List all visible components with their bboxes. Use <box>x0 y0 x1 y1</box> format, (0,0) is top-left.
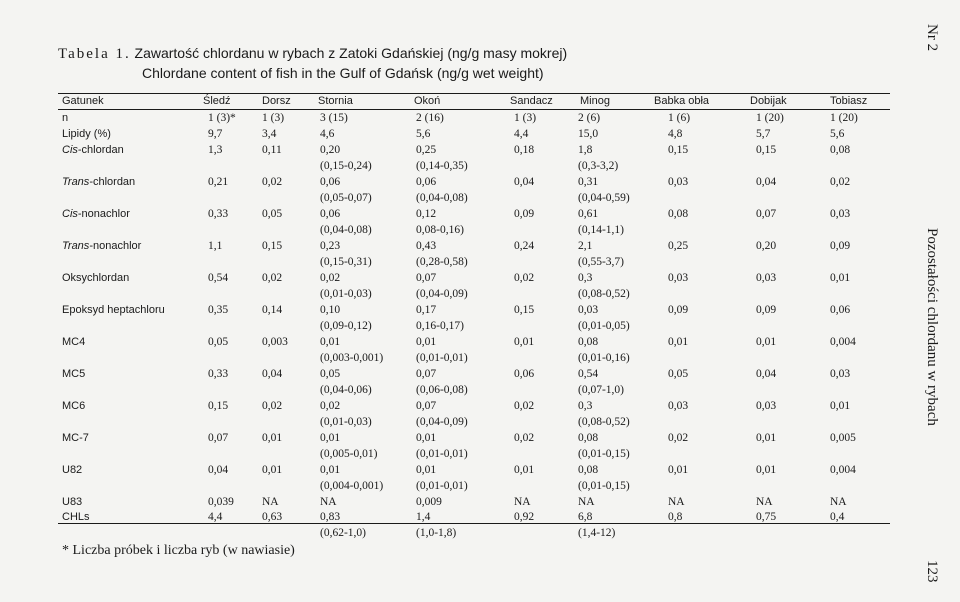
table-cell: 0,20 <box>756 240 777 252</box>
table-cell: 0,08 <box>578 464 599 476</box>
column-header: Okoń <box>414 95 441 107</box>
range-cell: (0,15-0,31) <box>320 256 372 268</box>
range-cell: (0,04-0,09) <box>416 288 468 300</box>
table-cell: 0,03 <box>668 400 689 412</box>
table-cell: 0,54 <box>578 368 599 380</box>
range-cell: (0,14-1,1) <box>578 224 624 236</box>
range-cell: (0,14-0,35) <box>416 160 468 172</box>
table-cell: 0,039 <box>208 496 234 508</box>
table-cell: 0,01 <box>416 464 437 476</box>
table-cell: 0,01 <box>830 272 851 284</box>
range-cell: (0,01-0,15) <box>578 448 630 460</box>
range-cell: (0,09-0,12) <box>320 320 372 332</box>
table-cell: 5,7 <box>756 128 771 140</box>
table-cell: 0,23 <box>320 240 341 252</box>
table-cell: 0,01 <box>514 336 535 348</box>
column-header: Dobijak <box>750 95 787 107</box>
table-cell: 0,35 <box>208 304 229 316</box>
table-title-en: Chlordane content of fish in the Gulf of Gdańsk (ng/g wet weight) <box>142 65 544 81</box>
table-cell: 0,18 <box>514 144 535 156</box>
range-cell: (0,01-0,03) <box>320 288 372 300</box>
table-cell: 2,1 <box>578 240 593 252</box>
page-number: 123 <box>924 560 940 583</box>
table-cell: 1,8 <box>578 144 593 156</box>
table-cell: 0,01 <box>416 336 437 348</box>
table-cell: 0,005 <box>830 432 856 444</box>
table-cell: 0,01 <box>320 336 341 348</box>
table-bottom-rule <box>58 523 890 524</box>
table-cell: 1 (6) <box>668 112 691 124</box>
table-cell: 0,02 <box>262 176 283 188</box>
table-cell: 0,33 <box>208 368 229 380</box>
table-cell: 0,07 <box>416 272 437 284</box>
table-cell: 0,05 <box>208 336 229 348</box>
table-cell: 4,6 <box>320 128 335 140</box>
table-cell: 0,3 <box>578 272 593 284</box>
table-cell: 0,09 <box>668 304 689 316</box>
table-cell: 0,24 <box>514 240 535 252</box>
range-cell: (0,005-0,01) <box>320 448 378 460</box>
table-cell: 1 (3) <box>514 112 537 124</box>
table-cell: 0,05 <box>320 368 341 380</box>
table-cell: 0,15 <box>756 144 777 156</box>
column-header: Śledź <box>203 95 231 107</box>
table-cell: 1 (20) <box>830 112 858 124</box>
column-header: Tobiasz <box>830 95 868 107</box>
column-header: Gatunek <box>62 95 104 107</box>
range-cell: (0,01-0,01) <box>416 352 468 364</box>
range-cell: (0,05-0,07) <box>320 192 372 204</box>
range-cell: (0,06-0,08) <box>416 384 468 396</box>
table-cell: 0,06 <box>514 368 535 380</box>
range-cell: (0,04-0,08) <box>416 192 468 204</box>
range-cell: (0,07-1,0) <box>578 384 624 396</box>
table-cell: 3 (15) <box>320 112 348 124</box>
table-cell: 0,02 <box>262 272 283 284</box>
row-label: MC5 <box>62 368 86 380</box>
table-cell: 0,02 <box>514 432 535 444</box>
table-cell: 0,003 <box>262 336 288 348</box>
table-cell: 1,4 <box>416 511 431 523</box>
table-cell: 0,02 <box>830 176 851 188</box>
table-cell: 0,06 <box>320 208 341 220</box>
table-cell: 0,01 <box>262 432 283 444</box>
column-header: Dorsz <box>262 95 291 107</box>
table-cell: 0,01 <box>668 336 689 348</box>
row-label: MC6 <box>62 400 86 412</box>
table-cell: 0,004 <box>830 336 856 348</box>
table-cell: 0,4 <box>830 511 845 523</box>
range-cell: (0,01-0,01) <box>416 480 468 492</box>
range-cell: (0,04-0,09) <box>416 416 468 428</box>
row-label: Lipidy (%) <box>62 128 111 140</box>
range-cell: (0,01-0,15) <box>578 480 630 492</box>
row-label: CHLs <box>62 511 90 523</box>
table-cell: 2 (6) <box>578 112 601 124</box>
table-cell: 4,4 <box>208 511 223 523</box>
row-label: Trans-chlordan <box>62 176 136 188</box>
table-cell: 0,05 <box>668 368 689 380</box>
range-cell: (0,28-0,58) <box>416 256 468 268</box>
table-cell: 0,33 <box>208 208 229 220</box>
table-cell: 0,04 <box>756 368 777 380</box>
table-cell: 0,01 <box>668 464 689 476</box>
range-cell: (0,04-0,06) <box>320 384 372 396</box>
table-cell: 0,07 <box>416 400 437 412</box>
row-label: Epoksyd heptachloru <box>62 304 165 316</box>
table-cell: 0,8 <box>668 511 683 523</box>
table-cell: 0,03 <box>668 176 689 188</box>
table-cell: NA <box>514 496 531 508</box>
table-cell: 0,01 <box>262 464 283 476</box>
issue-number: Nr 2 <box>924 24 940 52</box>
table-cell: 1 (20) <box>756 112 784 124</box>
table-cell: 0,04 <box>262 368 283 380</box>
table-cell: NA <box>830 496 847 508</box>
table-cell: 0,03 <box>756 272 777 284</box>
range-cell: (0,15-0,24) <box>320 160 372 172</box>
range-cell: (0,004-0,001) <box>320 480 384 492</box>
table-cell: 0,09 <box>830 240 851 252</box>
table-cell: NA <box>756 496 773 508</box>
table-cell: 0,15 <box>262 240 283 252</box>
table-cell: NA <box>578 496 595 508</box>
table-cell: 0,01 <box>320 464 341 476</box>
table-cell: 0,25 <box>668 240 689 252</box>
row-label: Cis-chlordan <box>62 144 124 156</box>
row-label: MC4 <box>62 336 86 348</box>
table-cell: 0,03 <box>830 208 851 220</box>
table-cell: NA <box>320 496 337 508</box>
table-cell: 0,04 <box>756 176 777 188</box>
table-cell: 0,03 <box>578 304 599 316</box>
table-cell: 0,11 <box>262 144 282 156</box>
table-cell: 15,0 <box>578 128 599 140</box>
column-header: Stornia <box>318 95 353 107</box>
table-title-pl: Zawartość chlordanu w rybach z Zatoki Gdańskiej (ng/g masy mokrej) <box>134 45 568 61</box>
table-cell: 0,02 <box>262 400 283 412</box>
table-cell: 0,02 <box>668 432 689 444</box>
table-cell: 0,14 <box>262 304 283 316</box>
row-label: MC-7 <box>62 432 89 444</box>
row-label: U83 <box>62 496 83 508</box>
table-cell: 0,54 <box>208 272 229 284</box>
table-cell: 5,6 <box>416 128 431 140</box>
table-cell: 0,01 <box>756 432 777 444</box>
range-cell: (0,003-0,001) <box>320 352 384 364</box>
range-cell: (1,4-12) <box>578 527 616 539</box>
table-cell: 0,20 <box>320 144 341 156</box>
table-cell: 6,8 <box>578 511 593 523</box>
table-cell: 4,4 <box>514 128 529 140</box>
row-label: n <box>62 112 69 124</box>
table-cell: 1,3 <box>208 144 223 156</box>
table-cell: 0,15 <box>208 400 229 412</box>
column-header: Babka obła <box>654 95 710 107</box>
table-cell: 0,01 <box>756 336 777 348</box>
table-cell: 0,04 <box>208 464 229 476</box>
table-cell: NA <box>668 496 685 508</box>
table-cell: 2 (16) <box>416 112 444 124</box>
table-cell: 0,06 <box>416 176 437 188</box>
table-cell: 0,05 <box>262 208 283 220</box>
table-cell: 0,01 <box>756 464 777 476</box>
table-cell: 0,92 <box>514 511 535 523</box>
range-cell: 0,08-0,16) <box>416 224 464 236</box>
table-cell: 0,09 <box>514 208 535 220</box>
row-label: Trans-nonachlor <box>62 240 142 252</box>
range-cell: (0,55-3,7) <box>578 256 624 268</box>
range-cell: (0,3-3,2) <box>578 160 619 172</box>
column-header: Sandacz <box>510 95 553 107</box>
table-cell: 0,01 <box>830 400 851 412</box>
table-cell: 1,1 <box>208 240 223 252</box>
column-header: Minog <box>580 95 610 107</box>
table-cell: 0,3 <box>578 400 593 412</box>
table-cell: 0,12 <box>416 208 437 220</box>
range-cell: (0,01-0,01) <box>416 448 468 460</box>
table-cell: 0,03 <box>756 400 777 412</box>
table-cell: 0,01 <box>416 432 437 444</box>
table-cell: 0,07 <box>416 368 437 380</box>
range-cell: (1,0-1,8) <box>416 527 457 539</box>
table-cell: 0,01 <box>320 432 341 444</box>
footnote: * Liczba próbek i liczba ryb (w nawiasie) <box>62 543 295 558</box>
range-cell: (0,01-0,16) <box>578 352 630 364</box>
running-title: Pozostałości chlordanu w rybach <box>924 228 940 426</box>
table-cell: 0,21 <box>208 176 229 188</box>
table-cell: 0,08 <box>578 432 599 444</box>
table-cell: 1 (3)* <box>208 112 236 124</box>
range-cell: (0,08-0,52) <box>578 416 630 428</box>
table-cell: 0,15 <box>668 144 689 156</box>
table-cell: 0,09 <box>756 304 777 316</box>
table-cell: 0,75 <box>756 511 777 523</box>
table-cell: 0,06 <box>320 176 341 188</box>
table-cell: 0,07 <box>208 432 229 444</box>
table-cell: 0,02 <box>514 400 535 412</box>
table-cell: 0,08 <box>830 144 851 156</box>
table-cell: 0,07 <box>756 208 777 220</box>
header-rule <box>58 109 890 110</box>
table-caption <box>58 44 567 83</box>
table-cell: 0,63 <box>262 511 283 523</box>
range-cell: (0,04-0,59) <box>578 192 630 204</box>
range-cell: (0,08-0,52) <box>578 288 630 300</box>
table-cell: 0,02 <box>320 272 341 284</box>
table-cell: 0,01 <box>514 464 535 476</box>
table-cell: 0,02 <box>320 400 341 412</box>
table-cell: 0,04 <box>514 176 535 188</box>
table-cell: 0,03 <box>668 272 689 284</box>
table-cell: 0,08 <box>578 336 599 348</box>
table-cell: 0,17 <box>416 304 437 316</box>
table-cell: 0,02 <box>514 272 535 284</box>
row-label: Oksychlordan <box>62 272 130 284</box>
table-cell: 0,83 <box>320 511 341 523</box>
table-cell: 0,15 <box>514 304 535 316</box>
row-label: Cis-nonachlor <box>62 208 130 220</box>
table-cell: 0,10 <box>320 304 341 316</box>
row-label: U82 <box>62 464 83 476</box>
table-cell: 9,7 <box>208 128 223 140</box>
range-cell: (0,01-0,03) <box>320 416 372 428</box>
table-cell: 0,06 <box>830 304 851 316</box>
table-cell: 0,43 <box>416 240 437 252</box>
range-cell: (0,04-0,08) <box>320 224 372 236</box>
table-cell: 0,08 <box>668 208 689 220</box>
range-cell: (0,01-0,05) <box>578 320 630 332</box>
table-cell: 4,8 <box>668 128 683 140</box>
table-cell: NA <box>262 496 279 508</box>
range-cell: (0,62-1,0) <box>320 527 366 539</box>
table-cell: 1 (3) <box>262 112 285 124</box>
table-cell: 0,03 <box>830 368 851 380</box>
table-cell: 0,004 <box>830 464 856 476</box>
range-cell: 0,16-0,17) <box>416 320 464 332</box>
table-top-rule <box>58 93 890 94</box>
table-cell: 0,31 <box>578 176 599 188</box>
table-label: Tabela 1. <box>58 46 131 62</box>
table-cell: 0,61 <box>578 208 599 220</box>
table-cell: 3,4 <box>262 128 277 140</box>
table-cell: 0,009 <box>416 496 442 508</box>
table-cell: 5,6 <box>830 128 845 140</box>
table-cell: 0,25 <box>416 144 437 156</box>
